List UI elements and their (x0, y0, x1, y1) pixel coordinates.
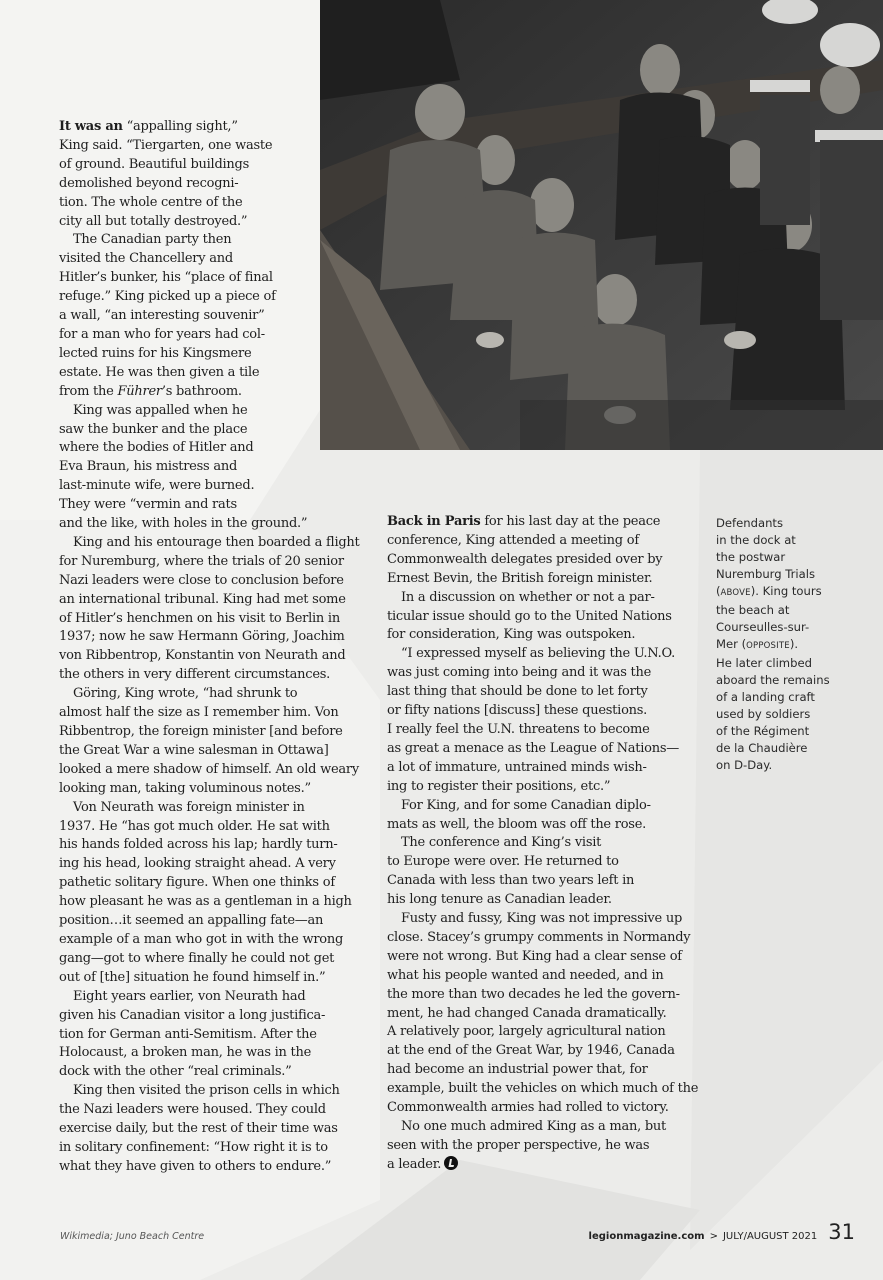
nuremberg-trial-defendants-photo (320, 0, 883, 450)
paragraph-line: Canada with less than two years left in (387, 873, 635, 889)
paragraph-line: last-minute wife, were burned. (59, 478, 255, 494)
paragraph-line: how pleasant he was as a gentleman in a high (59, 894, 352, 910)
paragraph-line: tion. The whole centre of the (59, 194, 243, 210)
issue-date: JULY/AUGUST 2021 (722, 1231, 818, 1242)
paragraph-line: dock with the other “real criminals.” (59, 1064, 292, 1080)
paragraph-line: from the Führer’s bathroom. (59, 383, 242, 399)
paragraph-line: Von Neurath was foreign minister in (73, 799, 305, 815)
paragraph-line: ing his head, looking straight ahead. A very (59, 856, 336, 872)
paragraph-line: ing to register their positions, etc.” (387, 778, 611, 794)
paragraph-line: looked a mere shadow of himself. An old weary (59, 761, 359, 777)
caption-line: on D-Day. (716, 758, 773, 772)
paragraph-line: conference, King attended a meeting of (387, 532, 639, 548)
page-footer (589, 1220, 855, 1244)
paragraph-line: Nazi leaders were close to conclusion before (59, 572, 344, 588)
paragraph-line: demolished beyond recogni- (59, 175, 239, 191)
paragraph-line: what they have given to others to endure.” (59, 1158, 332, 1174)
paragraph-line: The conference and King’s visit (401, 835, 602, 851)
paragraph-line: I really feel the U.N. threatens to become (387, 721, 650, 737)
paragraph-line: example, built the vehicles on which much of the (387, 1081, 699, 1097)
paragraph-line: saw the bunker and the place (59, 421, 248, 437)
paragraph-line: a wall, “an interesting souvenir” (59, 308, 265, 324)
paragraph-line: exercise daily, but the rest of their time was (59, 1121, 338, 1137)
footer-separator: > (709, 1231, 718, 1242)
paragraph-line: seen with the proper perspective, he was (387, 1137, 650, 1153)
caption-line: Mer (OPPOSITE). (716, 637, 799, 651)
photo-credit: Wikimedia; Juno Beach Centre (60, 1231, 205, 1242)
paragraph-line: where the bodies of Hitler and (59, 440, 254, 456)
paragraph-line: what his people wanted and needed, and in (387, 967, 664, 983)
article-column-1 (59, 118, 360, 1177)
article-column-2 (387, 513, 698, 1175)
paragraph-line: his hands folded across his lap; hardly turn- (59, 837, 338, 853)
paragraph-line: looking man, taking voluminous notes.” (59, 780, 311, 796)
paragraph-line: “I expressed myself as believing the U.N.O. (401, 646, 675, 662)
paragraph-line: King said. “Tiergarten, one waste (59, 137, 273, 153)
lead-in: Back in Paris (387, 514, 481, 529)
paragraph-line: the Great War a wine salesman in Ottawa] (59, 742, 329, 758)
caption-line: used by soldiers (716, 707, 811, 721)
caption-line: Courseulles-sur- (716, 620, 810, 634)
paragraph-line: example of a man who got in with the wrong (59, 931, 344, 947)
paragraph-line: tion for German anti-Semitism. After the (59, 1026, 317, 1042)
paragraph-line: for Nuremburg, where the trials of 20 senior (59, 553, 344, 569)
paragraph-line: for a man who for years had col- (59, 326, 265, 342)
paragraph-line: Eva Braun, his mistress and (59, 459, 238, 475)
caption-line: Defendants (716, 516, 784, 530)
paragraph-line: von Ribbentrop, Konstantin von Neurath and (59, 648, 346, 664)
paragraph-line: King then visited the prison cells in which (73, 1083, 340, 1099)
paragraph-line: The Canadian party then (73, 232, 232, 248)
paragraph-line: No one much admired King as a man, but (401, 1119, 667, 1134)
caption-line: the beach at (716, 603, 790, 617)
paragraph-line: King and his entourage then boarded a flight (73, 534, 360, 550)
paragraph-line: a leader. (387, 1156, 698, 1175)
paragraph-line: visited the Chancellery and (59, 251, 233, 267)
paragraph: Back in Paris for his last day at the peace (387, 514, 661, 529)
paragraph-line: They were “vermin and rats (59, 497, 237, 513)
paragraph-line: 1937. He “has got much older. He sat with (59, 818, 330, 834)
paragraph-line: or fifty nations [discuss] these questions. (387, 703, 648, 719)
paragraph-line: the Nazi leaders were housed. They could (59, 1102, 326, 1118)
paragraph-line: Ribbentrop, the foreign minister [and before (59, 724, 343, 739)
paragraph-line: King was appalled when he (73, 402, 248, 418)
caption-line: aboard the remains (716, 673, 830, 687)
paragraph-line: pathetic solitary figure. When one thinks of (59, 875, 335, 891)
paragraph-line: ticular issue should go to the United Nations (387, 608, 672, 624)
paragraph-line: Holocaust, a broken man, he was in the (59, 1045, 312, 1061)
caption-line: Nuremburg Trials (716, 567, 816, 581)
paragraph-line: 1937; now he saw Hermann Göring, Joachim (59, 629, 345, 645)
paragraph-line: his long tenure as Canadian leader. (387, 892, 612, 908)
paragraph-line: In a discussion on whether or not a par- (401, 589, 655, 605)
caption-line: of a landing craft (716, 690, 815, 704)
paragraph-line: last thing that should be done to let forty (387, 684, 648, 700)
paragraph-line: Ernest Bevin, the British foreign minister. (387, 570, 653, 586)
paragraph-line: Eight years earlier, von Neurath had (73, 988, 306, 1004)
paragraph-line: Hitler’s bunker, his “place of final (59, 270, 273, 286)
page-number: 31 (828, 1220, 855, 1244)
paragraph-line: was just coming into being and it was the (387, 665, 652, 681)
paragraph-line: a lot of immature, untrained minds wish- (387, 759, 647, 775)
paragraph-line: the more than two decades he led the govern- (387, 986, 680, 1002)
paragraph-line: of Hitler’s henchmen on his visit to Berlin in (59, 610, 340, 626)
paragraph-line: A relatively poor, largely agricultural nation (387, 1024, 666, 1040)
paragraph-line: For King, and for some Canadian diplo- (401, 797, 651, 813)
paragraph-line: Fusty and fussy, King was not impressive up (401, 911, 683, 927)
paragraph-line: in solitary confinement: “How right it is to (59, 1139, 328, 1155)
caption-line: the postwar (716, 550, 786, 564)
paragraph-line: close. Stacey’s grumpy comments in Normandy (387, 929, 691, 945)
paragraph-line: an international tribunal. King had met some (59, 591, 346, 607)
paragraph-line: mats as well, the bloom was off the rose. (387, 816, 647, 832)
paragraph-line: and the like, with holes in the ground.” (59, 516, 308, 532)
paragraph-line: of ground. Beautiful buildings (59, 156, 250, 172)
caption-line: (ABOVE). King tours (716, 584, 822, 598)
paragraph-line: city all but totally destroyed.” (59, 213, 248, 229)
paragraph-line: almost half the size as I remember him. Von (59, 705, 339, 721)
caption-line: of the Régiment (716, 724, 810, 738)
caption-line: de la Chaudière (716, 741, 808, 755)
paragraph-line: Commonwealth delegates presided over by (387, 551, 663, 567)
photo-caption (716, 515, 866, 774)
paragraph-line: estate. He was then given a tile (59, 364, 260, 380)
website-link[interactable]: legionmagazine.com (588, 1231, 705, 1242)
caption-line: He later climbed (716, 656, 812, 670)
paragraph-line: given his Canadian visitor a long justifica- (59, 1007, 326, 1023)
paragraph-line: had become an industrial power that, for (387, 1062, 648, 1078)
lead-in: It was an (59, 119, 123, 134)
paragraph-line: gang—got to where finally he could not get (59, 950, 335, 966)
paragraph-line: at the end of the Great War, by 1946, Canada (387, 1043, 675, 1059)
paragraph-line: as great a menace as the League of Nations— (387, 740, 679, 756)
paragraph: It was an “appalling sight,” (59, 119, 238, 134)
paragraph-line: position…it seemed an appalling fate—an (59, 913, 324, 929)
paragraph-line: refuge.” King picked up a piece of (59, 289, 276, 305)
paragraph-line: Göring, King wrote, “had shrunk to (73, 686, 298, 702)
paragraph-line: to Europe were over. He returned to (387, 854, 619, 870)
paragraph-line: Commonwealth armies had rolled to victory. (387, 1100, 669, 1116)
caption-line: in the dock at (716, 533, 796, 547)
paragraph-line: the others in very different circumstances. (59, 667, 331, 683)
nuremberg-trial-photo (320, 0, 883, 450)
legion-end-mark-icon (444, 1156, 458, 1170)
paragraph-line: out of [the] situation he found himself in.” (59, 969, 326, 985)
paragraph-line: lected ruins for his Kingsmere (59, 345, 252, 361)
paragraph-line: ment, he had changed Canada dramatically. (387, 1005, 667, 1021)
paragraph-line: for consideration, King was outspoken. (387, 627, 636, 643)
paragraph-line: were not wrong. But King had a clear sense of (387, 948, 682, 964)
